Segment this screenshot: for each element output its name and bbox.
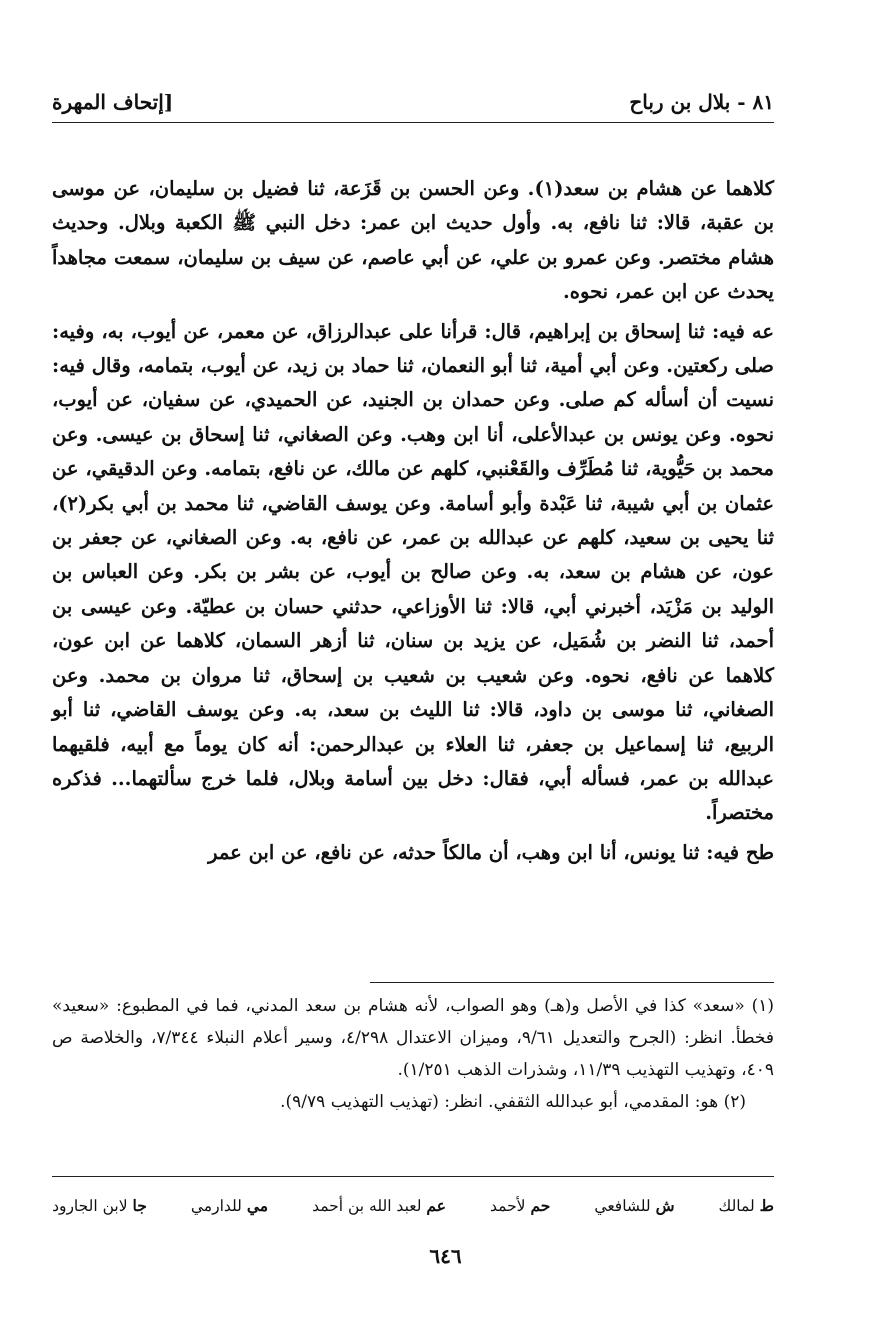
- abbreviation-key: [52, 1190, 774, 1220]
- footnote-separator: [370, 982, 774, 983]
- paragraph-3: طح فيه: ثنا يونس، أنا ابن وهب، أن مالكاً حدثه، عن نافع، عن ابن عمر: [208, 840, 774, 864]
- abbreviation-separator: [52, 1176, 774, 1177]
- header-chapter-title: ٨١ - بلال بن رباح: [629, 90, 774, 114]
- abbr-item-abdullah: عم لعبد الله بن أحمد: [312, 1195, 446, 1215]
- header-book-title: [إتحاف المهرة: [52, 90, 174, 114]
- abbr-item-malik: ط لمالك: [718, 1195, 774, 1215]
- footnote-2: (٢) هو: المقدمي، أبو عبدالله الثقفي. انظر: (تهذيب التهذيب ٩/٧٩).: [280, 1092, 746, 1112]
- main-text: [52, 172, 774, 875]
- running-header: [52, 82, 774, 123]
- paragraph-2: عه فيه: ثنا إسحاق بن إبراهيم، قال: قرأنا على عبدالرزاق، عن معمر، عن أيوب، به، وفيه: صلى ركعتين. وعن أبي أمية، ثنا أبو النعمان، ثنا حماد بن زيد، عن أيوب، بتمامه، وقال فيه: نسيت أن أسأله كم صلى. وعن حمدان بن الجنيد، عن الحميدي، عن سفيان، عن أيوب، نحوه. وعن يونس بن عبدالأعلى، أنا ابن وهب. وعن الصغاني، ثنا إسحاق بن عيسى. وعن محمد بن حَيُّوية، ثنا مُطَرِّف والقَعْنبي، كلهم عن مالك، عن نافع، بتمامه. وعن الدقيقي، عن عثمان بن أبي شيبة، ثنا عَبْدة وأبو أسامة. وعن يوسف القاضي، ثنا محمد بن أبي بكر(٢)، ثنا يحيى بن سعيد، كلهم عن عبدالله بن عمر، عن نافع، به. وعن الصغاني، عن جعفر بن عون، عن هشام بن سعد، به. وعن صالح بن أيوب، عن بشر بن بكر. وعن العباس بن الوليد بن مَزْيَد، أخبرني أبي، قالا: ثنا الأوزاعي، حدثني حسان بن عطيّة. وعن عيسى بن أحمد، ثنا النضر بن شُمَيل، عن يزيد بن سنان، ثنا أزهر السمان، كلاهما عن ابن عون، كلاهما عن نافع، نحوه. وعن شعيب بن شعيب بن إسحاق، ثنا مروان بن محمد. وعن الصغاني، ثنا موسى بن داود، قالا: ثنا الليث بن سعد، به. وعن يوسف القاضي، ثنا أبو الربيع، ثنا إسماعيل بن جعفر، ثنا العلاء بن عبدالرحمن: أنه كان يوماً مع أبيه، فلقيهما عبدالله بن عمر، فسأله أبي، فقال: دخل بين أسامة وبلال، فلما خرج سألتهما... فذكره مختصراً.: [52, 319, 774, 825]
- abbr-item-darimi: مي للدارمي: [190, 1195, 269, 1215]
- abbr-item-shafii: ش للشافعي: [594, 1195, 675, 1215]
- paragraph-1: كلاهما عن هشام بن سعد(١). وعن الحسن بن قَزَعة، ثنا فضيل بن سليمان، عن موسى بن عقبة، قالا: ثنا نافع، به. وأول حديث ابن عمر: دخل النبي ﷺ الكعبة وبلال. وحديث هشام مختصر. وعن عمرو بن علي، عن أبي عاصم، عن سيف بن سليمان، سمعت مجاهداً يحدث عن ابن عمر، نحوه.: [52, 177, 774, 304]
- abbr-item-ibn-jarud: جا لابن الجارود: [52, 1195, 147, 1215]
- abbr-item-ahmad: حم لأحمد: [490, 1195, 551, 1215]
- footnotes: [52, 990, 774, 1118]
- page-number: ٦٤٦: [429, 1244, 462, 1268]
- footnote-1: (١) «سعد» كذا في الأصل و(هـ) وهو الصواب، لأنه هشام بن سعد المدني، فما في المطبوع: «سعيد» فخطأ. انظر: (الجرح والتعديل ٩/٦١، وميزان الاعتدال ٤/٢٩٨، وسير أعلام النبلاء ٧/٣٤٤، والخلاصة ص ٤٠٩، وتهذيب التهذيب ١١/٣٩، وشذرات الذهب ١/٢٥١).: [52, 996, 774, 1080]
